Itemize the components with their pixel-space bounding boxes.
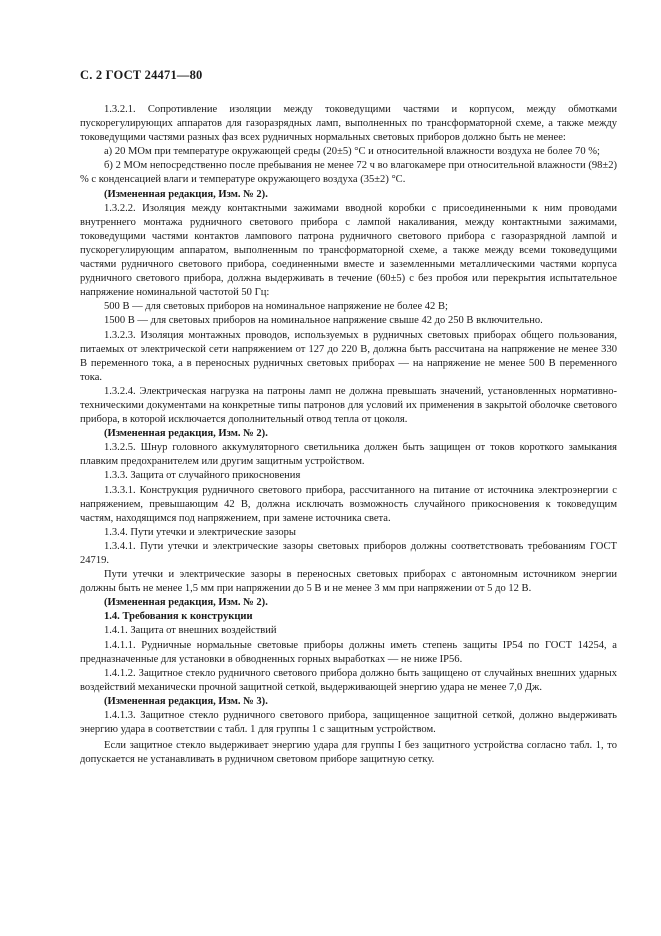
paragraph-1-3-2-1: 1.3.2.1. Сопротивление изоляции между токоведущими частями и корпусом, между обмотками пускорегулирующих аппаратов для газоразрядных ламп, выполненных по трансформаторной схеме, а также между токоведущими частями разных фаз всех рудничных нормальных световых приборов должно быть не менее: xyxy=(80,104,617,144)
page-header: С. 2 ГОСТ 24471—80 xyxy=(80,68,203,82)
revision-note: (Измененная редакция, Изм. № 2). xyxy=(104,188,268,200)
paragraph-1-4-1-2: 1.4.1.2. Защитное стекло рудничного светового прибора должно быть защищено от случайных внешних ударных воздействий механически прочной защитной сеткой, выдерживающей энергию удара не менее 7,0 Дж. xyxy=(80,667,617,693)
paragraph-1-3-4-1: 1.3.4.1. Пути утечки и электрические зазоры световых приборов должны соответствовать требованиям ГОСТ 24719. xyxy=(80,540,617,566)
revision-note: (Измененная редакция, Изм. № 2). xyxy=(104,428,268,440)
paragraph-1500v: 1500 В — для световых приборов на номинальное напряжение свыше 42 до 250 В включительно. xyxy=(104,315,543,327)
document-body xyxy=(80,103,617,767)
section-heading-1-4: 1.4. Требования к конструкции xyxy=(104,611,253,623)
revision-note: (Измененная редакция, Изм. № 3). xyxy=(104,695,268,707)
document-page xyxy=(80,68,617,767)
paragraph-500v: 500 В — для световых приборов на номинальное напряжение не более 42 В; xyxy=(104,301,448,313)
paragraph-1-4-1-3: 1.4.1.3. Защитное стекло рудничного светового прибора, защищенное защитной сеткой, должно выдерживать энергию удара в соответствии с табл. 1 для группы 1 с защитным устройством. xyxy=(80,710,617,736)
section-heading-1-4-1: 1.4.1. Защита от внешних воздействий xyxy=(104,625,277,637)
paragraph-glass-exception: Если защитное стекло выдерживает энергию удара для группы I без защитного устройства согласно табл. 1, то допускается не устанавливать в рудничном световом приборе защитную сетку. xyxy=(80,740,617,766)
paragraph-1-3-3-1: 1.3.3.1. Конструкция рудничного светового прибора, рассчитанного на питание от источника электроэнергии с напряжением, превышающим 42 В, должна исключать возможность случайного прикосновения к токоведущим частям, находящимся под напряжением, при замене источника света. xyxy=(80,484,617,524)
paragraph-1-3-2-4: 1.3.2.4. Электрическая нагрузка на патроны ламп не должна превышать значений, установленных нормативно-техническими документами на конкретные типы патронов для условий их применения в закрытой оболочке светового прибора, в которой исключается дополнительный отвод тепла от цоколя. xyxy=(80,385,617,426)
section-heading-1-3-3: 1.3.3. Защита от случайного прикосновения xyxy=(104,470,301,482)
revision-note: (Измененная редакция, Изм. № 2). xyxy=(104,597,268,609)
paragraph-item-b: б) 2 МОм непосредственно после пребывания не менее 72 ч во влагокамере при относительной влажности (98±2) % с конденсацией влаги и температуре окружающего воздуха (35±2) °С. xyxy=(80,160,617,186)
paragraph-item-a: а) 20 МОм при температуре окружающей среды (20±5) °С и относительной влажности воздуха не более 70 %; xyxy=(104,146,600,158)
section-heading-1-3-4: 1.3.4. Пути утечки и электрические зазоры xyxy=(104,526,296,538)
paragraph-1-3-2-3: 1.3.2.3. Изоляция монтажных проводов, используемых в рудничных световых приборах общего пользования, питаемых от электрической сети напряжением от 127 до 220 В, должна быть рассчитана на напряжение не менее 330 В переменного тока, а в переносных рудничных световых приборах — на напряжение не менее 500 В переменного тока. xyxy=(80,329,617,383)
paragraph-1-4-1-1: 1.4.1.1. Рудничные нормальные световые приборы должны иметь степень защиты IP54 по ГОСТ 14254, а предназначенные для установки в обводненных горных выработках — не ниже IP56. xyxy=(80,639,617,665)
paragraph-creepage-portable: Пути утечки и электрические зазоры в переносных световых приборах с автономным источником энергии должны быть не менее 1,5 мм при напряжении до 5 В и не менее 3 мм при напряжении от 5 до 12 В. xyxy=(80,569,617,595)
paragraph-1-3-2-5: 1.3.2.5. Шнур головного аккумуляторного светильника должен быть защищен от токов короткого замыкания плавким предохранителем или другим защитным устройством. xyxy=(80,442,617,468)
paragraph-1-3-2-2: 1.3.2.2. Изоляция между контактными зажимами вводной коробки с присоединенными к ним проводами внутреннего монтажа рудничного светового прибора с лампой накаливания, между контактными зажимами, токоведущими частями контактов лампового патрона рудничного светового прибора с газоразрядной лампой и пускорегулирующим аппаратом, выполненным по трансформаторной схеме, а также между всеми токоведущими частями рудничного светового прибора, соединенными вместе и заземленными металлическими частями корпуса рудничного светового прибора, должна выдерживать в течение (60±5) с без пробоя или перекрытия испытательное напряжение номинальной частотой 50 Гц: xyxy=(80,202,617,299)
